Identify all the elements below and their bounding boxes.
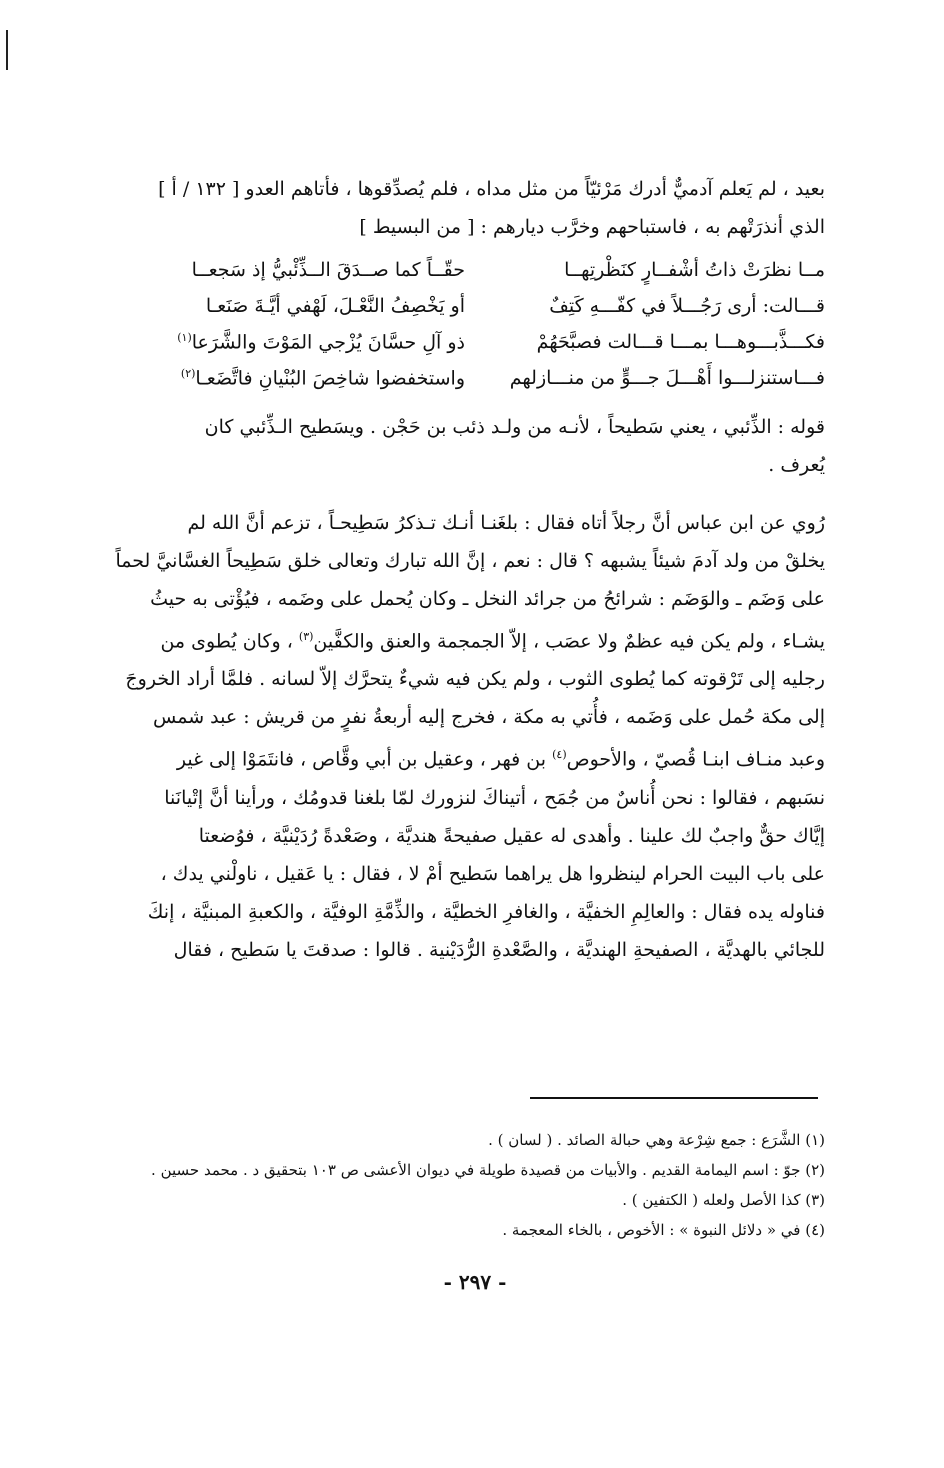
para-line-2: يخلقْ من ولد آدمَ شيئاً يشبهه ؟ قال : نعم ، إنَّ الله تبارك وتعالى خلق سَطِيحاً الغسَّانيَّ لحماً bbox=[115, 550, 825, 572]
para-line-8: نسَبهم ، فقالوا : نحن أُناسٌ من جُمَح ، أتيناكَ لنزورك لمّا بلغنا قدومُك ، ورأينا أنَّ إتْيانَنا bbox=[164, 786, 825, 809]
footnote-1: (١) الشَّرَع : جمع شِرْعة وهي حبالة الصائد . ( لسان ) . bbox=[488, 1131, 825, 1149]
comment-line-2: يُعرف . bbox=[768, 454, 825, 476]
page-number: - ٢٩٧ - bbox=[443, 1270, 507, 1294]
para-line-3: على وَضَم ـ والوَضَم : شرائحُ من جرائد النخل ـ وكان يُحمل على وضَمه ، فيُؤْتى به حيثُ bbox=[150, 588, 825, 610]
para-line-4 bbox=[130, 618, 825, 660]
intro-line-2: الذي أنذرَتْهم به ، فاستباحهم وخرَّب ديارهم : [ من البسيط ] bbox=[359, 216, 825, 238]
comment-paragraph bbox=[130, 408, 825, 484]
para-line-9: إيَّاك حقٌّ واجبٌ لك علينا . وأهدى له عقيل صفيحةً هنديَّة ، وصَعْدةً رُدَيْنيَّة ، فوُضعتا bbox=[198, 824, 825, 847]
scan-edge-mark bbox=[6, 30, 8, 70]
footnote-divider bbox=[530, 1097, 818, 1099]
comment-line-1: قوله : الذِّئبي ، يعني سَطيحاً ، لأنـه من ولـد ذئب بن حَجْن . ويسَطيح الـذِّئبي كان bbox=[204, 416, 825, 438]
footnote-ref-4: (٤) bbox=[552, 748, 567, 762]
verse-first-half: مــا نظرَتْ ذاتُ أشْفــارٍ كنَظْرتِهــا bbox=[564, 259, 825, 281]
para-line-1: رُوي عن ابن عباس أنَّ رجلاً أتاه فقال : بلغَنـا أنـك تـذكرُ سَطِيحـاً ، تزعم أنَّ الله لم bbox=[187, 512, 825, 534]
narration-paragraph bbox=[115, 504, 825, 969]
footnote-ref-3: (٣) bbox=[298, 630, 314, 643]
footnotes bbox=[130, 1125, 825, 1245]
verse-second-half bbox=[145, 331, 465, 353]
para-line-6: إلى مكة حُمل على وَضَمه ، فأُتي به مكة ، فخرج إليه أربعةُ نفرٍ من قريش : عبد شمس bbox=[153, 706, 825, 729]
verse-first-half: قـــالت: أرى رَجُـــلاً في كفّـــهِ كَتِفٌ bbox=[549, 295, 825, 317]
verse-first-half: فكـــذَّبـــوهـــا بمـــا قـــالت فصبَّحَهُمْ bbox=[536, 331, 825, 353]
verse-row bbox=[130, 288, 825, 324]
para-line-12: للجائي بالهديَّة ، الصفيحةِ الهنديَّة ، والصَّعْدةِ الرُّدَيْنية . قالوا : صدقتَ يا سَطيح ، فقال bbox=[173, 938, 825, 961]
verse-second-half: أو يَخْصِفُ النَّعْـلَ، لَهْفي أيَّـةَ صَنَعـا bbox=[205, 295, 465, 317]
verse-row bbox=[130, 252, 825, 288]
verse-text: واستخفضوا شاخِصَ البُنْيانِ فاتَّضَعـا bbox=[195, 367, 465, 390]
para-line-7 bbox=[130, 736, 825, 778]
para-line-5: رجليه إلى تَرْقوته كما يُطوى الثوب ، ولم يكن فيه شيءٌ يتحرَّك إلاّ لسانه . فلمَّا أراد الخروجَ bbox=[125, 668, 825, 691]
page-body bbox=[115, 170, 825, 969]
para-line-4-tail: ، وكان يُطوى من bbox=[160, 630, 299, 653]
verse-row bbox=[130, 324, 825, 360]
para-line-7-tail: بن فهر ، وعقيل بن أبي وقَّاص ، فانتَمَوْا إلى غير bbox=[176, 748, 553, 771]
intro-line-1: بعيد ، لم يَعلم آدميٌّ أدرك مَرْئيّاً من مثل مداه ، فلم يُصدِّقوها ، فأتاهم العدو [ ١٣٢ / أ ] bbox=[158, 178, 825, 200]
verse-second-half: حقّــاً كما صــدَقَ الــذِّئْبيُّ إذ سَجعــا bbox=[191, 259, 465, 281]
footnote-4: (٤) في « دلائل النبوة » : الأخوص ، بالخاء المعجمة . bbox=[502, 1221, 825, 1239]
footnote-ref-1: (١) bbox=[177, 330, 192, 344]
footnote-ref-2: (٢) bbox=[180, 366, 196, 380]
verse-row bbox=[130, 360, 825, 396]
para-line-11: فناوله يده فقال : والعالِمِ الخفيَّة ، والغافرِ الخطيَّة ، والذِّمَّةِ الوفيَّة ، والكعبةِ المبنيَّة ، إنكَ bbox=[147, 900, 825, 923]
verse-text: ذو آلِ حسَّانَ يُزْجي المَوْتَ والشَّرَعا bbox=[191, 331, 465, 354]
poem-verses bbox=[130, 252, 825, 396]
verse-first-half: فـــاستنزلـــوا أَهْـــلَ جـــوٍّ من منـــازلهم bbox=[509, 367, 825, 389]
para-line-7-text: وعبد منـاف ابنـا قُصيّ ، والأحوص bbox=[566, 748, 825, 771]
footnote-3: (٣) كذا الأصل ولعله ( الكتفين ) . bbox=[622, 1191, 825, 1209]
para-line-10: على باب البيت الحرام لينظروا هل يراهما سَطيح أمْ لا ، فقال : يا عَقيل ، ناولْني يدك ، bbox=[160, 862, 825, 885]
verse-second-half bbox=[145, 367, 465, 389]
para-line-4-text: يشـاء ، ولم يكن فيه عظمٌ ولا عصَب ، إلاّ الجمجمة والعنق والكفَّين bbox=[313, 630, 825, 653]
footnote-2: (٢) جوّ : اسم اليمامة القديم . والأبيات من قصيدة طويلة في ديوان الأعشى ص ١٠٣ بتحقيق د . محمد حسين . bbox=[151, 1161, 825, 1179]
